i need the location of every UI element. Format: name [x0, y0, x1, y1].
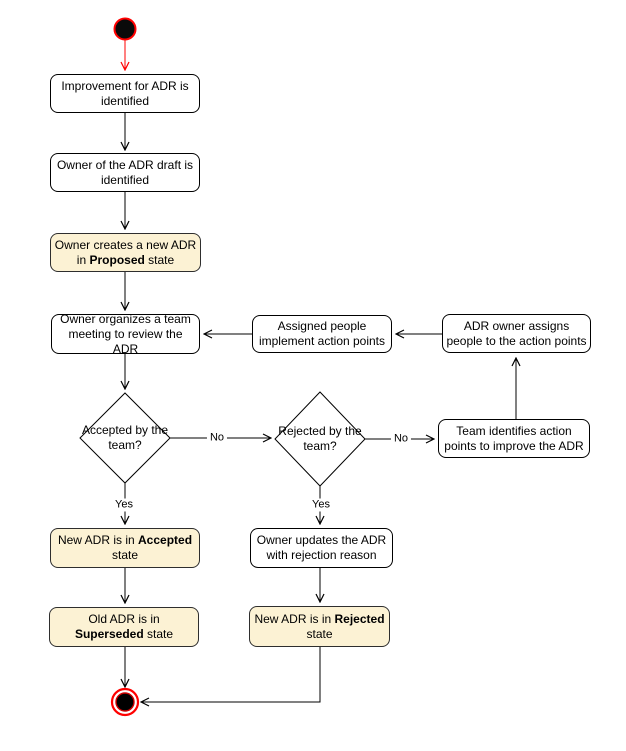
edge-rejected-to-final: [141, 647, 320, 702]
decision-accepted-label: Accepted by the team?: [81, 423, 169, 452]
activity-label: Old ADR is in Superseded state: [74, 612, 174, 641]
start-node: [115, 19, 136, 40]
activity-label: ADR owner assigns people to the action points: [446, 318, 587, 348]
edge-label-yes-rejected: Yes: [309, 499, 333, 512]
edge-label-no-accepted: No: [207, 432, 227, 445]
activity-implement-action-points: [252, 315, 392, 353]
edge-label-no-rejected: No: [391, 433, 411, 446]
activity-label: Assigned people implement action points: [258, 319, 386, 348]
activity-team-meeting: [51, 311, 200, 356]
activity-label: Owner organizes a team meeting to review the ADR: [60, 311, 191, 356]
activity-adr-rejected-state: [249, 606, 390, 647]
activity-label: Owner of the ADR draft is identified: [56, 157, 194, 187]
activity-label: Owner updates the ADR with rejection reason: [256, 533, 387, 562]
activity-owner-draft-identified: [50, 153, 200, 192]
activity-adr-proposed-state: [50, 233, 201, 272]
activity-update-rejection-reason: [250, 528, 393, 568]
edge-label-yes-accepted: Yes: [112, 499, 136, 512]
activity-label: Improvement for ADR is identified: [61, 78, 189, 108]
activity-label: Owner creates a new ADR in Proposed state: [54, 237, 197, 267]
activity-adr-superseded-state: [49, 607, 199, 647]
activity-assign-people: [442, 314, 591, 353]
final-node-inner-dot: [116, 693, 134, 711]
activity-label: New ADR is in Rejected state: [254, 611, 385, 641]
activity-adr-accepted-state: [50, 528, 200, 568]
activity-improvement-identified: [50, 74, 200, 113]
decision-rejected-label: Rejected by the team?: [278, 424, 362, 453]
activity-label: New ADR is in Accepted state: [57, 533, 193, 562]
activity-label: Team identifies action points to improve the ADR: [444, 423, 584, 453]
activity-identify-action-points: [438, 419, 590, 458]
